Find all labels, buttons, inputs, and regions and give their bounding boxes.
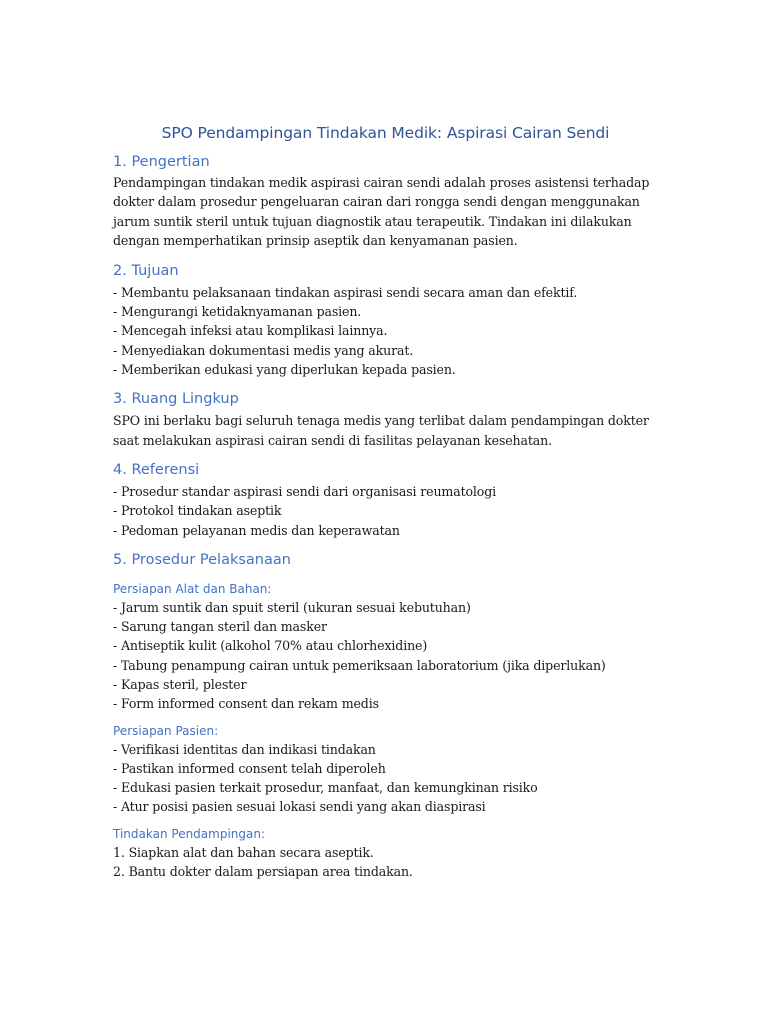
list-item: - Antiseptik kulit (alkohol 70% atau chlorhexidine) [113,638,428,654]
list-item: - Membantu pelaksanaan tindakan aspirasi sendi secara aman dan efektif. [113,284,578,300]
tujuan-list [113,283,658,379]
subsection-heading-persiapan-pasien: Persiapan Pasien: [113,723,219,738]
list-item: - Atur posisi pasien sesuai lokasi sendi yang akan diaspirasi [113,799,486,815]
list-item: - Verifikasi identitas dan indikasi tindakan [113,741,376,757]
list-item: 1. Siapkan alat dan bahan secara aseptik. [113,844,374,860]
list-item: - Tabung penampung cairan untuk pemeriksaan laboratorium (jika diperlukan) [113,657,606,673]
document-content [113,124,658,893]
subsection-tindakan-pendampingan [113,827,658,882]
list-item: - Pastikan informed consent telah diperoleh [113,760,386,776]
subsection-persiapan-pasien [113,724,658,817]
tindakan-pendampingan-list [113,843,658,882]
section-referensi [113,462,658,540]
subsection-persiapan-alat [113,582,658,714]
section-heading-tujuan: 2. Tujuan [113,262,179,279]
section-heading-ruang-lingkup: 3. Ruang Lingkup [113,391,239,408]
ruang-lingkup-paragraph: SPO ini berlaku bagi seluruh tenaga medis yang terlibat dalam pendampingan dokter saat melakukan aspirasi cairan sendi di fasilitas pelayanan kesehatan. [113,413,649,448]
list-item: - Sarung tangan steril dan masker [113,619,327,635]
persiapan-pasien-list [113,740,658,817]
section-heading-referensi: 4. Referensi [113,461,200,478]
section-ruang-lingkup [113,391,658,450]
list-item: - Mengurangi ketidaknyamanan pasien. [113,303,362,319]
subsection-heading-tindakan-pendampingan: Tindakan Pendampingan: [113,826,266,841]
list-item: - Kapas steril, plester [113,677,247,692]
list-item: 2. Bantu dokter dalam persiapan area tindakan. [113,864,413,880]
section-prosedur [113,552,658,882]
list-item: - Jarum suntik dan spuit steril (ukuran sesuai kebutuhan) [113,599,471,615]
document-title: SPO Pendampingan Tindakan Medik: Aspirasi Cairan Sendi [161,124,610,142]
section-tujuan [113,263,658,379]
list-item: - Memberikan edukasi yang diperlukan kepada pasien. [113,361,456,377]
list-item: - Form informed consent dan rekam medis [113,696,379,712]
section-heading-prosedur: 5. Prosedur Pelaksanaan [113,551,291,568]
list-item: - Edukasi pasien terkait prosedur, manfaat, dan kemungkinan risiko [113,780,538,796]
list-item: - Protokol tindakan aseptik [113,503,282,519]
section-pengertian [113,154,658,251]
pengertian-paragraph: Pendampingan tindakan medik aspirasi cairan sendi adalah proses asistensi terhadap dokter dalam prosedur pengeluaran cairan dari rongga sendi dengan menggunakan jarum suntik steril untuk tujuan diagnostik atau terapeutik. Tindakan ini dilakukan dengan memperhatikan prinsip aseptik dan kenyamanan pasien. [113,175,650,249]
list-item: - Prosedur standar aspirasi sendi dari organisasi reumatologi [113,483,497,499]
referensi-list [113,482,658,540]
subsection-heading-persiapan-alat: Persiapan Alat dan Bahan: [113,581,272,596]
section-heading-pengertian: 1. Pengertian [113,154,210,170]
persiapan-alat-list [113,598,658,714]
list-item: - Pedoman pelayanan medis dan keperawatan [113,522,400,538]
list-item: - Menyediakan dokumentasi medis yang akurat. [113,342,414,358]
list-item: - Mencegah infeksi atau komplikasi lainnya. [113,323,388,339]
